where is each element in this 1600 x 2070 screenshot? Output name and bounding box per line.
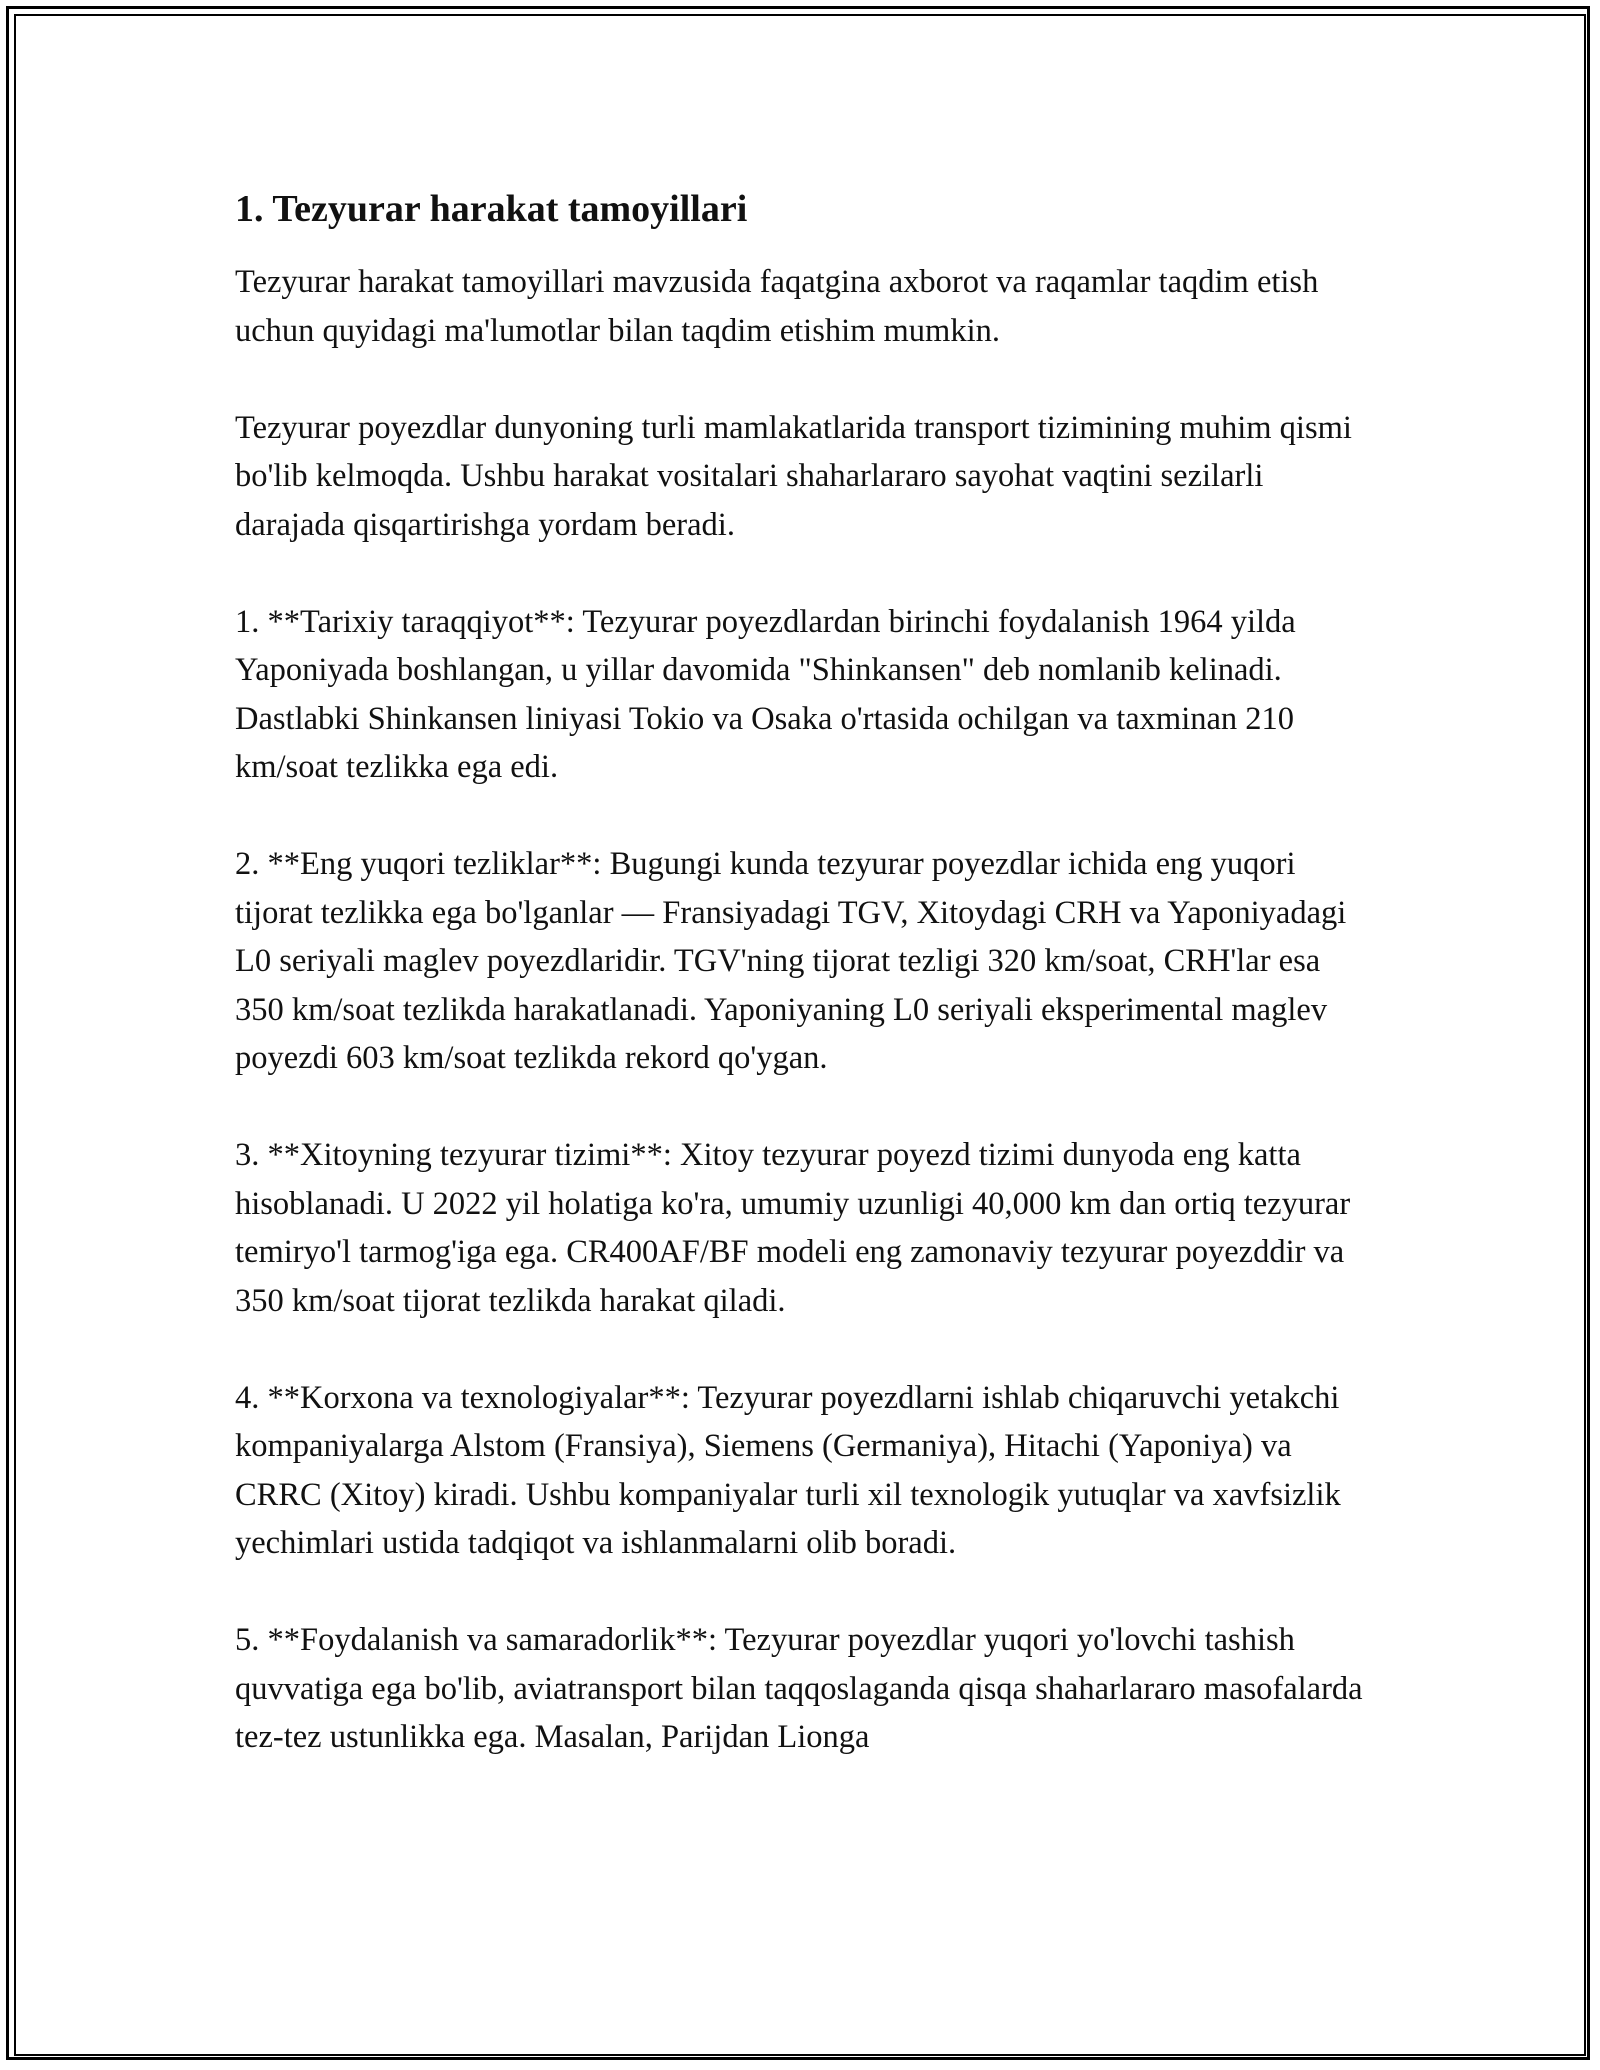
paragraph-intro: Tezyurar harakat tamoyillari mavzusida faqatgina axborot va raqamlar taqdim etish uchun quyidagi ma'lumotlar bilan taqdim etishim mumkin. xyxy=(235,264,1319,349)
paragraph-overview: Tezyurar poyezdlar dunyoning turli mamlakatlarida transport tizimining muhim qismi bo'lib kelmoqda. Ushbu harakat vositalari shaharlararo sayohat vaqtini sezilarli darajada qisqartirishga yordam beradi. xyxy=(235,409,1352,543)
list-item-top-speeds: 2. **Eng yuqori tezliklar**: Bugungi kunda tezyurar poyezdlar ichida eng yuqori tijorat tezlikka ega bo'lganlar — Fransiyadagi TGV, Xitoydagi CRH va Yaponiyadagi L0 seriyali maglev poyezdlaridir. TGV'ning tijorat tezligi 320 km/soat, CRH'lar esa 350 km/soat tezlikda harakatlanadi. Yaponiyaning L0 seriyali eksperimental maglev poyezdi 603 km/soat tezlikda rekord qo'ygan. xyxy=(235,846,1347,1076)
document-body xyxy=(235,184,1375,1810)
list-item-china-system: 3. **Xitoyning tezyurar tizimi**: Xitoy tezyurar poyezd tizimi dunyoda eng katta hisoblanadi. U 2022 yil holatiga ko'ra, umumiy uzunligi 40,000 km dan ortiq tezyurar temiryo'l tarmog'iga ega. CR400AF/BF modeli eng zamonaviy tezyurar poyezddir va 350 km/soat tijorat tezlikda harakat qiladi. xyxy=(235,1137,1351,1319)
list-item-history: 1. **Tarixiy taraqqiyot**: Tezyurar poyezdlardan birinchi foydalanish 1964 yilda Yaponiyada boshlangan, u yillar davomida "Shinkansen" deb nomlanib kelinadi. Dastlabki Shinkansen liniyasi Tokio va Osaka o'rtasida ochilgan va taxminan 210 km/soat tezlikka ega edi. xyxy=(235,603,1296,785)
document-title: 1. Tezyurar harakat tamoyillari xyxy=(235,188,748,230)
list-item-companies: 4. **Korxona va texnologiyalar**: Tezyurar poyezdlarni ishlab chiqaruvchi yetakchi kompaniyalarga Alstom (Fransiya), Siemens (Germaniya), Hitachi (Yaponiya) va CRRC (Xitoy) kiradi. Ushbu kompaniyalar turli xil texnologik yutuqlar va xavfsizlik yechimlari ustida tadqiqot va ishlanmalarni olib boradi. xyxy=(235,1379,1341,1561)
list-item-efficiency: 5. **Foydalanish va samaradorlik**: Tezyurar poyezdlar yuqori yo'lovchi tashish quvvatiga ega bo'lib, aviatransport bilan taqqoslaganda qisqa shaharlararo masofalarda tez-tez ustunlikka ega. Masalan, Parijdan Lionga xyxy=(235,1622,1363,1755)
